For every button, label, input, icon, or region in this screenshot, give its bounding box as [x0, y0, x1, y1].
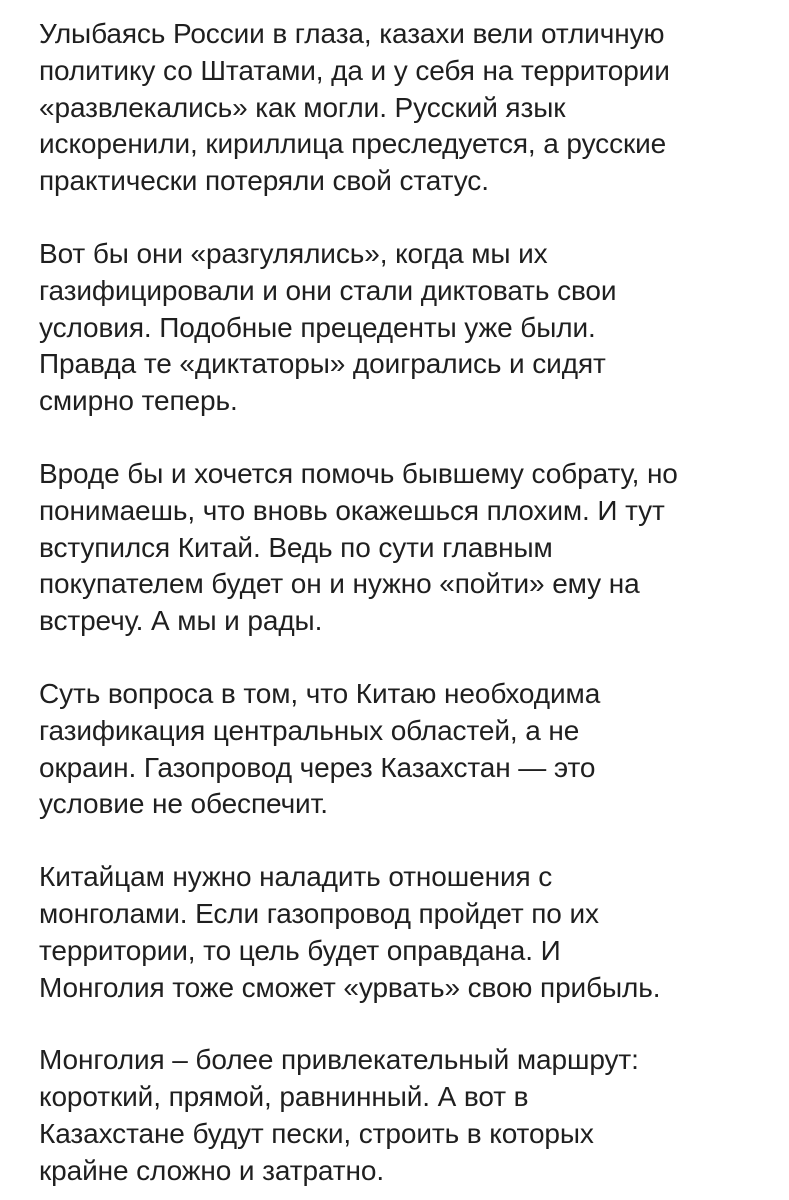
paragraph: Вроде бы и хочется помочь бывшему собрату, но понимаешь, что вновь окажешься плохим. И тут вступился Китай. Ведь по сути главным покупателем будет он и нужно «пойти» ему на встречу. А мы и рады.: [39, 457, 678, 637]
article-body: [39, 16, 759, 1190]
paragraph: Суть вопроса в том, что Китаю необходима газификация центральных областей, а не окраин. Газопровод через Казахстан — это условие не обеспечит.: [39, 677, 601, 820]
paragraph: Монголия – более привлекательный маршрут: короткий, прямой, равнинный. А вот в Казахстане будут пески, строить в которых крайне сложно и затратно.: [39, 1044, 639, 1186]
paragraph: Улыбаясь России в глаза, казахи вели отличную политику со Штатами, да и у себя на территории «развлекались» как могли. Русский язык искоренили, кириллица преследуется, а русские практически потеряли свой статус.: [39, 18, 670, 197]
paragraph: Вот бы они «разгулялись», когда мы их газифицировали и они стали диктовать свои условия. Подобные прецеденты уже были. Правда те «диктаторы» доигрались и сидят смирно теперь.: [39, 237, 617, 417]
paragraph: Китайцам нужно наладить отношения с монголами. Если газопровод пройдет по их территории, то цель будет оправдана. И Монголия тоже сможет «урвать» свою прибыль.: [39, 861, 661, 1003]
